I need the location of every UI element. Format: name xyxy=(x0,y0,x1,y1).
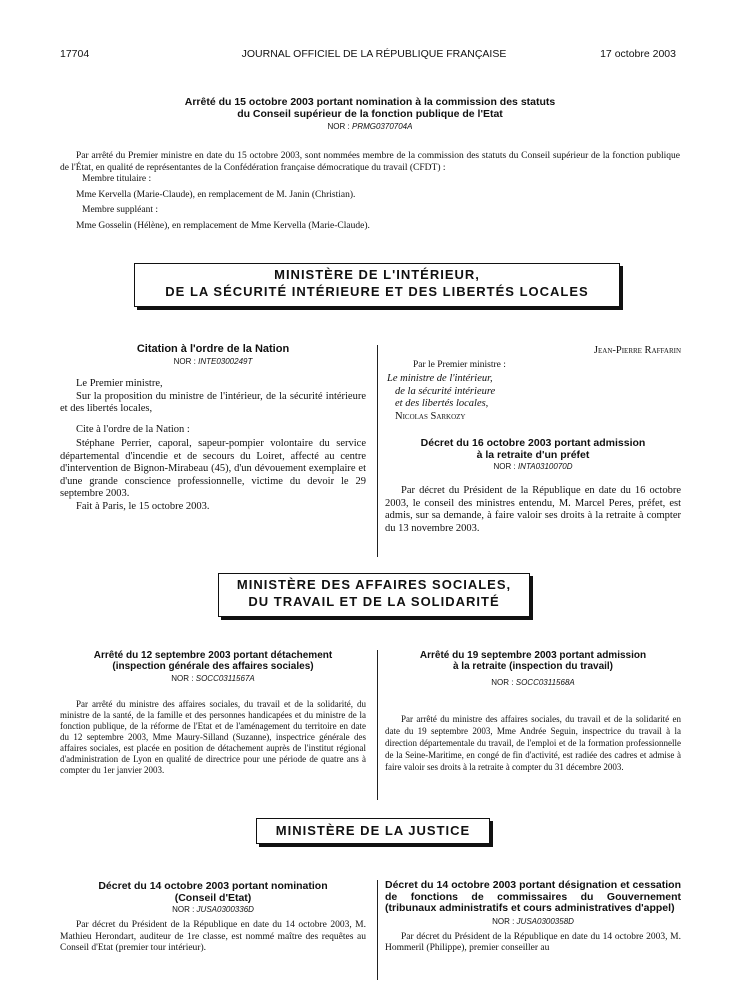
issue-date: 17 octobre 2003 xyxy=(600,48,676,60)
nomination-title-line2: (Conseil d'Etat) xyxy=(174,892,252,904)
detachement-title-line2: (inspection générale des affaires sociales) xyxy=(112,661,314,672)
nor-label: NOR : xyxy=(173,357,196,366)
ministry-affaires-sociales-heading xyxy=(218,573,530,617)
nor-reference xyxy=(60,905,366,914)
nomination-paragraph: Par décret du Président de la République en date du 14 octobre 2003, M. Mathieu Herondart, auditeur de 1re classe, est nommé maître des requêtes au Conseil d'Etat (premier tour intérieur). xyxy=(60,920,366,953)
detachement-title-line1: Arrêté du 12 septembre 2003 portant détachement xyxy=(93,650,333,661)
nor-reference xyxy=(385,917,681,926)
decret-nomination-conseil-etat xyxy=(60,880,366,955)
arrete-title-line1: Arrêté du 15 octobre 2003 portant nomination à la commission des statuts xyxy=(184,96,556,108)
column-divider xyxy=(377,880,378,980)
nomination-title-line1: Décret du 14 octobre 2003 portant nomination xyxy=(98,880,328,892)
nor-label: NOR : xyxy=(327,122,350,131)
nor-reference xyxy=(60,122,680,131)
minister-name: Nicolas Sarkozy xyxy=(395,410,466,422)
commissaires-title: Décret du 14 octobre 2003 portant désignation et cessation de fonctions de commissaires du Gouvernement (tribunaux administratifs et cours administratives d'appel) xyxy=(385,879,681,914)
nor-label: NOR : xyxy=(171,674,194,683)
arrete-title-line2: du Conseil supérieur de la fonction publique de l'Etat xyxy=(237,108,503,120)
citation-title: Citation à l'ordre de la Nation xyxy=(136,343,290,355)
ministry-interieur-heading xyxy=(134,263,620,307)
retraite-title-line2: à la retraite (inspection du travail) xyxy=(452,661,614,672)
nor-code: SOCC0311567A xyxy=(195,674,255,683)
arrete-commission-statuts xyxy=(60,96,680,232)
journal-title: JOURNAL OFFICIEL DE LA RÉPUBLIQUE FRANÇAISE xyxy=(241,48,507,60)
nor-label: NOR : xyxy=(172,905,195,914)
citation-p4: Stéphane Perrier, caporal, sapeur-pompier volontaire du service départemental d'incendie et de secours du Loiret, affecté au centre d'intervention de Bignon-Mirabeau (45), d'un dévouement exemplaire et d'une grande conscience professionnelle, victime du devoir le 29 septembre 2003. xyxy=(60,438,366,499)
decret-prefet-paragraph: Par décret du Président de la République en date du 16 octobre 2003, le conseil des ministres entendu, M. Marcel Peres, préfet, est admis, sur sa demande, à faire valoir ses droits à la retraite à compter du 13 novembre 2003. xyxy=(385,485,681,534)
minister-line3: et des libertés locales, xyxy=(395,398,489,409)
ministry-line2: DU TRAVAIL ET DE LA SOLIDARITÉ xyxy=(248,594,500,609)
detachement-paragraph: Par arrêté du ministre des affaires sociales, du travail et de la solidarité, du ministre de la santé, de la famille et des personnes handicapées et du ministre de la fonction publique, de la réforme de l'Etat et de l'aménagement du territoire en date du 12 septembre 2003, Mme Maury-Silland (Suzanne), inspectrice générale des affaires sociales, est placée en position de détachement auprès de l'institut régional d'administration de Lyon en qualité de directrice pour une période de quatre ans à compter du 1er janvier 2003. xyxy=(60,699,366,775)
ministry-justice-heading xyxy=(256,818,490,844)
nor-code: JUSA0300358D xyxy=(516,916,574,926)
nor-code: JUSA0300336D xyxy=(196,905,254,914)
nor-code: INTE0300249T xyxy=(198,357,253,366)
decret-commissaires-gouvernement xyxy=(385,880,681,955)
arrete-retraite-inspection xyxy=(385,650,681,773)
retraite-paragraph: Par arrêté du ministre des affaires sociales, du travail et de la solidarité en date du 19 septembre 2003, Mme Andrée Seguin, inspectrice du travail à la direction départementale du travail, de l'emploi et de la formation professionnelle de la Seine-Maritime, en congé de fin d'activité, est radiée des cadres et admise à faire valoir ses droits à la retraite à compter du 31 décembre 2003. xyxy=(385,714,681,772)
minister-line1: Le ministre de l'intérieur, xyxy=(387,373,493,384)
minister-line2: de la sécurité intérieure xyxy=(395,385,496,397)
nor-reference xyxy=(60,674,366,683)
nor-reference xyxy=(385,678,681,687)
citation-ordre-nation xyxy=(60,343,366,513)
ministry-line1: MINISTÈRE DES AFFAIRES SOCIALES, xyxy=(236,577,512,592)
ministry-line1: MINISTÈRE DE LA JUSTICE xyxy=(275,823,471,838)
right-column-interieur xyxy=(385,345,681,535)
nor-reference xyxy=(60,357,366,366)
column-divider xyxy=(377,345,378,557)
arrete-paragraph: Par arrêté du Premier ministre en date du 15 octobre 2003, sont nommées membre de la commission des statuts du Conseil supérieur de la fonction publique de l'État, en qualité de représentantes de la Confédération française démocratique du travail (CFDT) : xyxy=(60,151,680,173)
nor-label: NOR : xyxy=(491,678,514,687)
titulaire-label: Membre titulaire : xyxy=(82,174,152,184)
citation-p2: Sur la proposition du ministre de l'intérieur, de la sécurité intérieure et des libertés locales, xyxy=(60,390,366,414)
citation-p3: Cite à l'ordre de la Nation : xyxy=(76,423,190,435)
ministry-line1: MINISTÈRE DE L'INTÉRIEUR, xyxy=(274,267,480,282)
decret-prefet-title-line2: à la retraite d'un préfet xyxy=(476,449,590,461)
retraite-title-line1: Arrêté du 19 septembre 2003 portant admission xyxy=(419,650,647,661)
signer-name: Jean-Pierre Raffarin xyxy=(593,345,681,356)
commissaires-paragraph: Par décret du Président de la République en date du 14 octobre 2003, M. Hommeril (Philippe), premier conseiller au xyxy=(385,931,681,953)
par-le-premier-ministre: Par le Premier ministre : xyxy=(413,359,506,370)
column-divider xyxy=(377,650,378,800)
decret-prefet-title-line1: Décret du 16 octobre 2003 portant admission xyxy=(420,437,646,449)
titulaire-entry: Mme Kervella (Marie-Claude), en remplacement de M. Janin (Christian). xyxy=(76,189,356,200)
nor-code: PRMG0370704A xyxy=(351,122,413,131)
nor-code: SOCC0311568A xyxy=(515,678,575,687)
suppleant-entry: Mme Gosselin (Hélène), en remplacement de Mme Kervella (Marie-Claude). xyxy=(76,220,370,231)
citation-p5: Fait à Paris, le 15 octobre 2003. xyxy=(76,500,210,512)
page-number: 17704 xyxy=(60,48,90,60)
nor-reference xyxy=(385,462,681,471)
citation-p1: Le Premier ministre, xyxy=(76,378,163,389)
suppleant-label: Membre suppléant : xyxy=(82,205,158,215)
nor-label: NOR : xyxy=(492,916,515,926)
nor-code: INTA0310070D xyxy=(517,462,573,471)
ministry-line2: DE LA SÉCURITÉ INTÉRIEURE ET DES LIBERTÉS LOCALES xyxy=(165,284,589,299)
nor-label: NOR : xyxy=(493,462,516,471)
arrete-detachement xyxy=(60,650,366,776)
